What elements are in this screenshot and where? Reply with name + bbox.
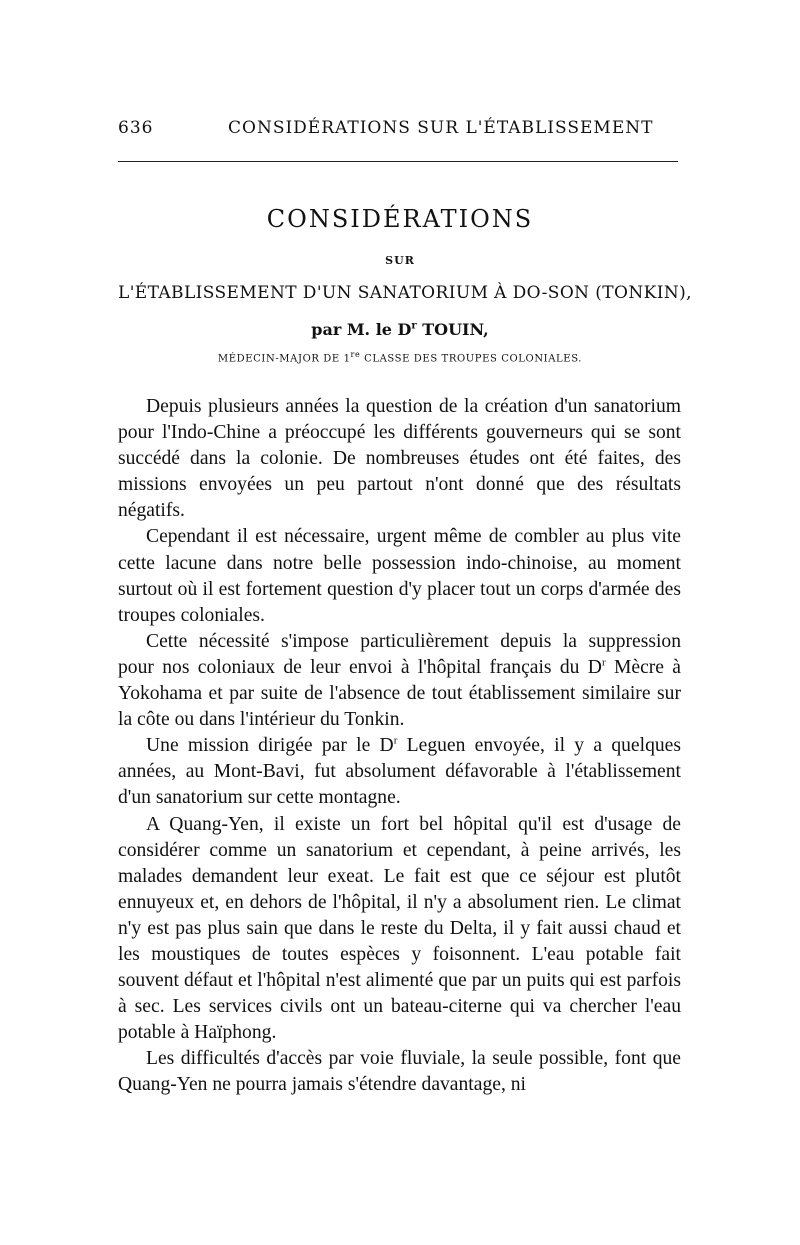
author-sup: r	[411, 320, 417, 332]
author-title-part-a: MÉDECIN-MAJOR DE 1	[217, 353, 351, 365]
paragraph-4-a: Une mission dirigée par le D	[146, 735, 394, 757]
paragraph-2: Cependant il est nécessaire, urgent même de combler au plus vite cette lacune dans notre belle possession indo-chinoise, au moment surtout où il est fortement question d'y placer tout un corps d'armée des troupes coloniales.	[118, 526, 681, 626]
author-line	[0, 320, 800, 339]
paragraph-4	[118, 733, 681, 811]
paragraph-3	[118, 629, 681, 733]
article-title: CONSIDÉRATIONS	[266, 205, 534, 233]
page-number: 636	[118, 118, 154, 138]
paragraph-3-b: Mècre à Yokohama et par suite de l'absence de tout établissement similaire sur la côte ou dans l'intérieur du Tonkin.	[118, 656, 682, 731]
paragraph-3-sup: r	[601, 656, 606, 669]
author-prefix: par M. le D	[311, 320, 412, 339]
paragraph-4-sup: r	[393, 734, 398, 747]
running-title: CONSIDÉRATIONS SUR L'ÉTABLISSEMENT	[228, 118, 654, 138]
author-title	[0, 350, 800, 364]
paragraph-6: Les difficultés d'accès par voie fluviale, la seule possible, font que Quang-Yen ne pourra jamais s'étendre davantage, ni	[118, 1048, 681, 1096]
paragraph-3-a: Cette nécessité s'impose particulièrement depuis la suppression pour nos coloniaux de leur envoi à l'hôpital français du D	[118, 630, 681, 678]
author-name: TOUIN,	[416, 320, 489, 339]
paragraph-4-b: Leguen envoyée, il y a quelques années, au Mont-Bavi, fut absolument défavorable à l'établissement d'un sanatorium sur cette montagne.	[118, 735, 681, 809]
author-title-sup: re	[350, 350, 361, 359]
paragraph-5: A Quang-Yen, il existe un fort bel hôpital qu'il est d'usage de considérer comme un sanatorium et cependant, à peine arrivés, les malades demandent leur exeat. Le fait est que ce séjour est plutôt ennuyeux et, en dehors de l'hôpital, il n'y a absolument rien. Le climat n'y est pas plus sain que dans le reste du Delta, il y fait aussi chaud et les moustiques de toutes espèces y foisonnent. L'eau potable fait souvent défaut et l'hôpital n'est alimenté que par un puits qui est parfois à sec. Les services civils ont un bateau-citerne qui va chercher l'eau potable à Haïphong.	[118, 813, 681, 1044]
body-text	[118, 394, 681, 1099]
title-connector: SUR	[385, 254, 415, 267]
author-title-part-b: CLASSE DES TROUPES COLONIALES.	[360, 353, 583, 365]
header-rule	[118, 161, 678, 162]
article-subtitle: L'ÉTABLISSEMENT D'UN SANATORIUM À DO-SON (TONKIN),	[118, 283, 692, 303]
paragraph-1: Depuis plusieurs années la question de la création d'un sanatorium pour l'Indo-Chine a préoccupé les différents gouverneurs qui se sont succédé dans la colonie. De nombreuses études ont été faites, des missions envoyées un peu partout n'ont donné que des résultats négatifs.	[118, 396, 681, 522]
running-header	[118, 118, 681, 138]
